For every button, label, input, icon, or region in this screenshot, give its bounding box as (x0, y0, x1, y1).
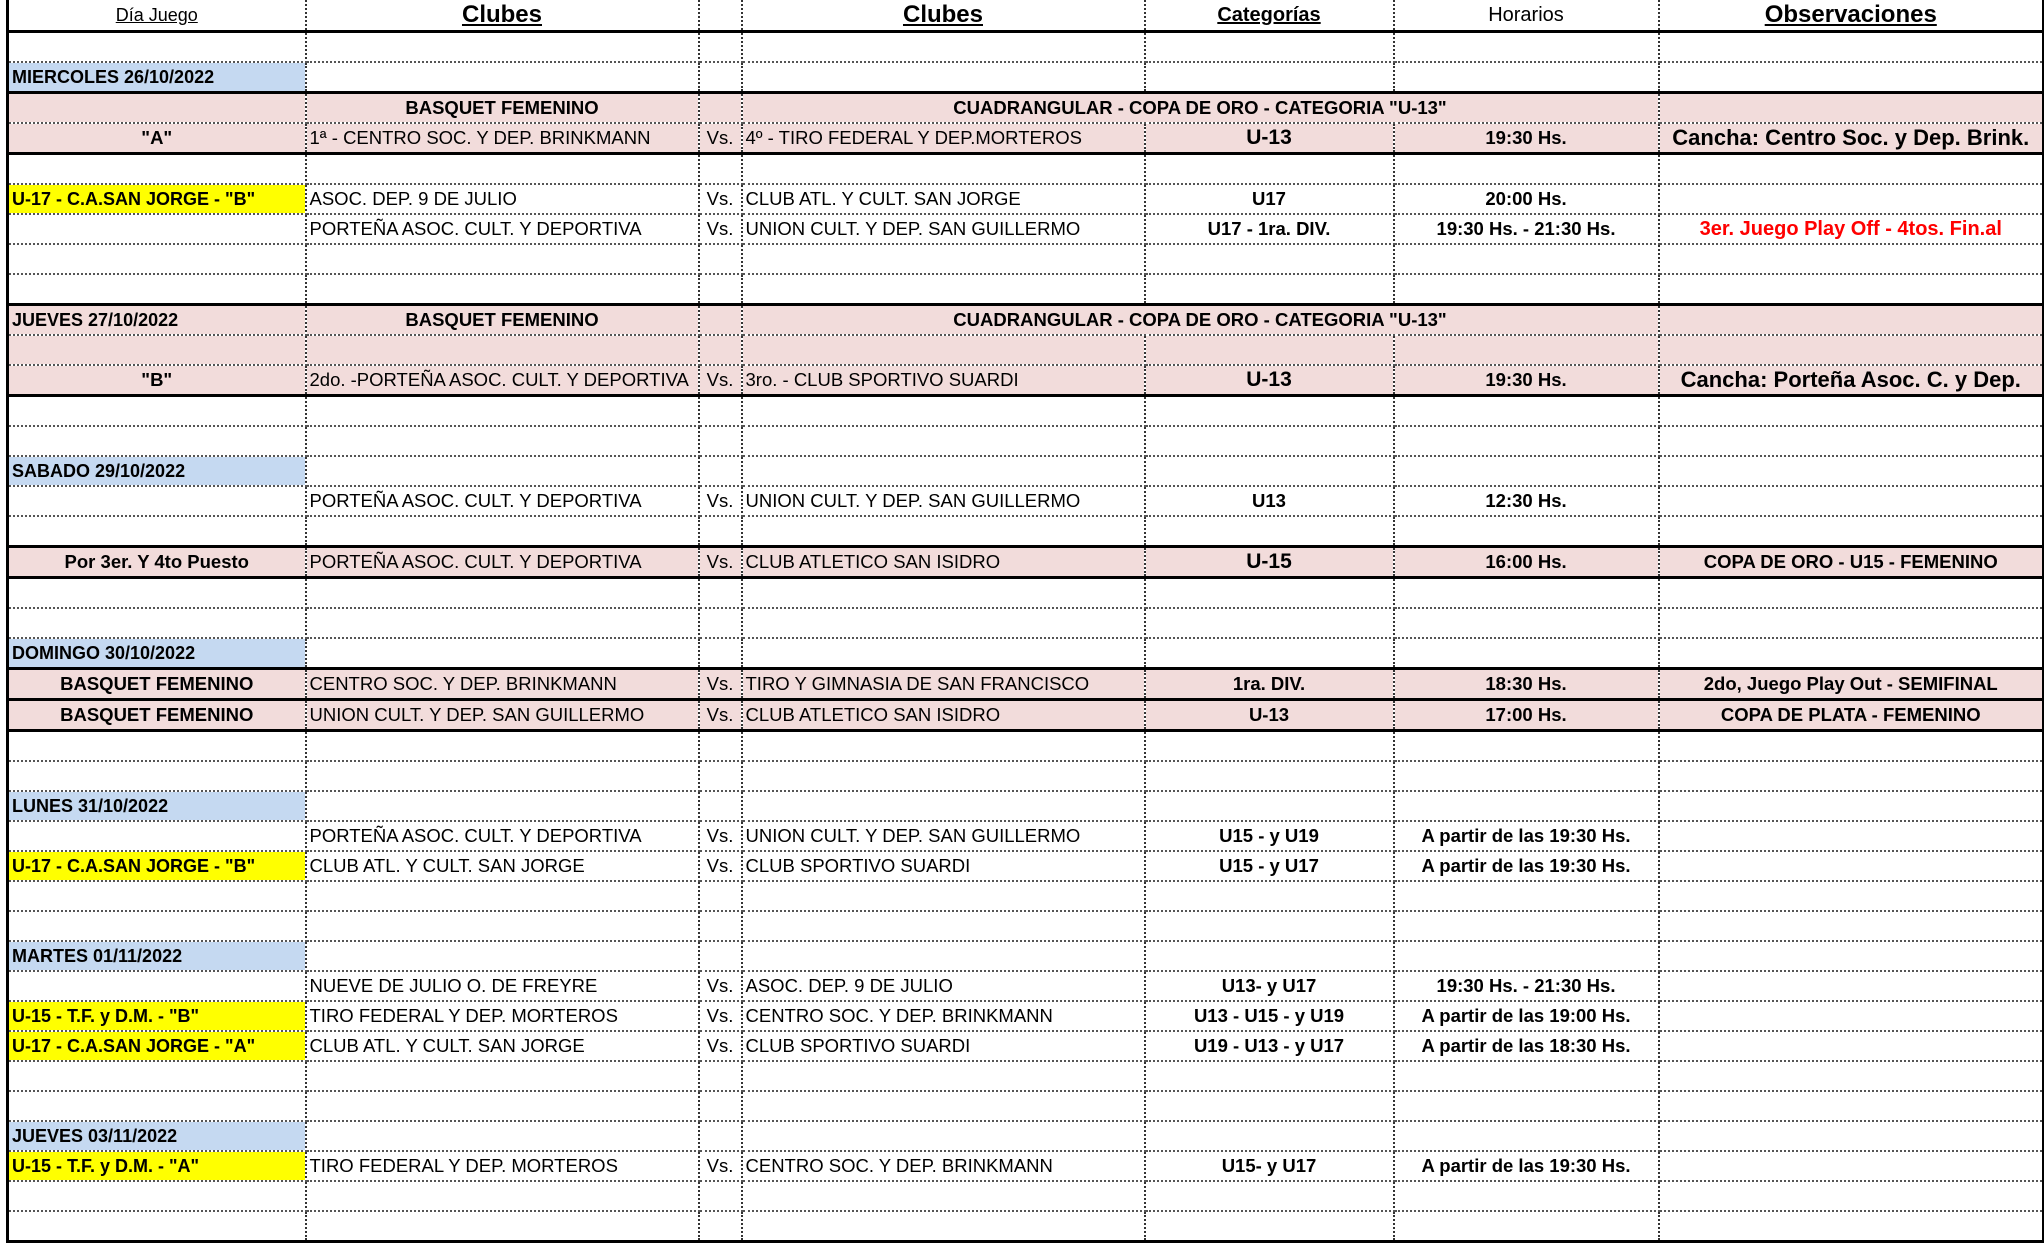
team-label: U-15 - T.F. y D.M. - "A" (8, 1151, 306, 1181)
header-row (8, 0, 2044, 32)
time: 16:00 Hs. (1394, 547, 1659, 578)
category: U19 - U13 - y U17 (1145, 1031, 1394, 1061)
category: U-13 (1145, 700, 1394, 731)
category: U17 (1145, 184, 1394, 214)
date-cell: MARTES 01/11/2022 (8, 941, 306, 971)
date-row (8, 456, 2044, 486)
away-club: UNION CULT. Y DEP. SAN GUILLERMO (742, 486, 1145, 516)
match-row (8, 669, 2044, 700)
category: U-15 (1145, 547, 1394, 578)
team-label: U-15 - T.F. y D.M. - "B" (8, 1001, 306, 1031)
blank-row (8, 608, 2044, 638)
observation: 3er. Juego Play Off - 4tos. Fin.al (1659, 214, 2044, 244)
blank-row (8, 244, 2044, 274)
category: U15- y U17 (1145, 1151, 1394, 1181)
home-club: 2do. -PORTEÑA ASOC. CULT. Y DEPORTIVA (306, 365, 699, 396)
category: 1ra. DIV. (1145, 669, 1394, 700)
date-row (8, 305, 2044, 336)
vs-label: Vs. (699, 1001, 742, 1031)
time: 17:00 Hs. (1394, 700, 1659, 731)
vs-label: Vs. (699, 669, 742, 700)
time: 19:30 Hs. (1394, 123, 1659, 154)
blank-row (8, 154, 2044, 185)
date-row (8, 638, 2044, 669)
away-club: 3ro. - CLUB SPORTIVO SUARDI (742, 365, 1145, 396)
time: 19:30 Hs. - 21:30 Hs. (1394, 214, 1659, 244)
away-club: CLUB ATL. Y CULT. SAN JORGE (742, 184, 1145, 214)
category: U15 - y U19 (1145, 821, 1394, 851)
away-club: TIRO Y GIMNASIA DE SAN FRANCISCO (742, 669, 1145, 700)
category: U-13 (1145, 123, 1394, 154)
vs-label: Vs. (699, 700, 742, 731)
match-row (8, 1031, 2044, 1061)
blank-row (8, 881, 2044, 911)
blank-row (8, 1181, 2044, 1211)
basquet-femenino-label: BASQUET FEMENINO (306, 305, 699, 336)
group-label: "B" (8, 365, 306, 396)
date-cell: DOMINGO 30/10/2022 (8, 638, 306, 669)
home-club: TIRO FEDERAL Y DEP. MORTEROS (306, 1151, 699, 1181)
blank-row (8, 1091, 2044, 1121)
header-clubes-local: Clubes (306, 0, 699, 32)
category: U15 - y U17 (1145, 851, 1394, 881)
away-club: CENTRO SOC. Y DEP. BRINKMANN (742, 1001, 1145, 1031)
home-club: CLUB ATL. Y CULT. SAN JORGE (306, 851, 699, 881)
time: A partir de las 19:00 Hs. (1394, 1001, 1659, 1031)
match-row (8, 821, 2044, 851)
vs-label: Vs. (699, 184, 742, 214)
match-row (8, 214, 2044, 244)
blank-row (8, 578, 2044, 609)
vs-label: Vs. (699, 214, 742, 244)
match-row (8, 184, 2044, 214)
home-club: PORTEÑA ASOC. CULT. Y DEPORTIVA (306, 821, 699, 851)
away-club: CLUB SPORTIVO SUARDI (742, 1031, 1145, 1061)
blank-row (8, 731, 2044, 762)
match-row (8, 1001, 2044, 1031)
home-club: TIRO FEDERAL Y DEP. MORTEROS (306, 1001, 699, 1031)
time: A partir de las 18:30 Hs. (1394, 1031, 1659, 1061)
schedule-table (6, 0, 2044, 1243)
date-cell: JUEVES 27/10/2022 (8, 305, 306, 336)
away-club: UNION CULT. Y DEP. SAN GUILLERMO (742, 214, 1145, 244)
match-row (8, 123, 2044, 154)
time: 19:30 Hs. - 21:30 Hs. (1394, 971, 1659, 1001)
blank-row (8, 1211, 2044, 1242)
cuadrangular-label: CUADRANGULAR - COPA DE ORO - CATEGORIA "U-13" (742, 93, 1659, 124)
vs-label: Vs. (699, 365, 742, 396)
time: A partir de las 19:30 Hs. (1394, 851, 1659, 881)
date-cell: MIERCOLES 26/10/2022 (8, 62, 306, 93)
match-row (8, 700, 2044, 731)
team-label: U-17 - C.A.SAN JORGE - "B" (8, 851, 306, 881)
blank-row (8, 274, 2044, 305)
observation: Cancha: Porteña Asoc. C. y Dep. (1659, 365, 2044, 396)
time: 19:30 Hs. (1394, 365, 1659, 396)
blank-row (8, 426, 2044, 456)
vs-label: Vs. (699, 547, 742, 578)
category: U13- y U17 (1145, 971, 1394, 1001)
away-club: ASOC. DEP. 9 DE JULIO (742, 971, 1145, 1001)
blank-row (8, 516, 2044, 547)
date-row (8, 1121, 2044, 1151)
home-club: CLUB ATL. Y CULT. SAN JORGE (306, 1031, 699, 1061)
header-dia-juego: Día Juego (8, 0, 306, 32)
blank-row (8, 335, 2044, 365)
group-label: "A" (8, 123, 306, 154)
match-label: BASQUET FEMENINO (8, 700, 306, 731)
date-row (8, 62, 2044, 93)
date-row (8, 791, 2044, 821)
blank-row (8, 32, 2044, 63)
group-header-row (8, 93, 2044, 124)
date-row (8, 941, 2044, 971)
vs-label: Vs. (699, 851, 742, 881)
time: 18:30 Hs. (1394, 669, 1659, 700)
header-horarios: Horarios (1394, 0, 1659, 32)
cuadrangular-label: CUADRANGULAR - COPA DE ORO - CATEGORIA "U-13" (742, 305, 1659, 336)
home-club: PORTEÑA ASOC. CULT. Y DEPORTIVA (306, 214, 699, 244)
basquet-femenino-label: BASQUET FEMENINO (306, 93, 699, 124)
match-label: BASQUET FEMENINO (8, 669, 306, 700)
vs-label: Vs. (699, 486, 742, 516)
home-club: UNION CULT. Y DEP. SAN GUILLERMO (306, 700, 699, 731)
category: U-13 (1145, 365, 1394, 396)
match-row (8, 365, 2044, 396)
match-row (8, 971, 2044, 1001)
time: A partir de las 19:30 Hs. (1394, 1151, 1659, 1181)
category: U13 (1145, 486, 1394, 516)
away-club: CLUB ATLETICO SAN ISIDRO (742, 547, 1145, 578)
home-club: NUEVE DE JULIO O. DE FREYRE (306, 971, 699, 1001)
vs-label: Vs. (699, 1031, 742, 1061)
team-label: U-17 - C.A.SAN JORGE - "B" (8, 184, 306, 214)
blank-row (8, 911, 2044, 941)
category: U17 - 1ra. DIV. (1145, 214, 1394, 244)
vs-label: Vs. (699, 1151, 742, 1181)
date-cell: LUNES 31/10/2022 (8, 791, 306, 821)
vs-label: Vs. (699, 821, 742, 851)
blank-row (8, 396, 2044, 427)
date-cell: SABADO 29/10/2022 (8, 456, 306, 486)
header-vs-blank (699, 0, 742, 32)
away-club: CLUB SPORTIVO SUARDI (742, 851, 1145, 881)
match-row (8, 547, 2044, 578)
observation: COPA DE PLATA - FEMENINO (1659, 700, 2044, 731)
time: 12:30 Hs. (1394, 486, 1659, 516)
home-club: ASOC. DEP. 9 DE JULIO (306, 184, 699, 214)
away-club: CENTRO SOC. Y DEP. BRINKMANN (742, 1151, 1145, 1181)
blank-row (8, 1061, 2044, 1091)
header-clubes-visitante: Clubes (742, 0, 1145, 32)
home-club: 1ª - CENTRO SOC. Y DEP. BRINKMANN (306, 123, 699, 154)
vs-label: Vs. (699, 123, 742, 154)
match-row (8, 1151, 2044, 1181)
category: U13 - U15 - y U19 (1145, 1001, 1394, 1031)
home-club: CENTRO SOC. Y DEP. BRINKMANN (306, 669, 699, 700)
away-club: 4º - TIRO FEDERAL Y DEP.MORTEROS (742, 123, 1145, 154)
vs-label: Vs. (699, 971, 742, 1001)
schedule-sheet (6, 0, 2042, 1243)
observation: Cancha: Centro Soc. y Dep. Brink. (1659, 123, 2044, 154)
header-observaciones: Observaciones (1659, 0, 2044, 32)
away-club: CLUB ATLETICO SAN ISIDRO (742, 700, 1145, 731)
away-club: UNION CULT. Y DEP. SAN GUILLERMO (742, 821, 1145, 851)
blank-row (8, 761, 2044, 791)
date-cell: JUEVES 03/11/2022 (8, 1121, 306, 1151)
match-label: Por 3er. Y 4to Puesto (8, 547, 306, 578)
match-row (8, 851, 2044, 881)
home-club: PORTEÑA ASOC. CULT. Y DEPORTIVA (306, 486, 699, 516)
observation: COPA DE ORO - U15 - FEMENINO (1659, 547, 2044, 578)
team-label: U-17 - C.A.SAN JORGE - "A" (8, 1031, 306, 1061)
time: 20:00 Hs. (1394, 184, 1659, 214)
home-club: PORTEÑA ASOC. CULT. Y DEPORTIVA (306, 547, 699, 578)
time: A partir de las 19:30 Hs. (1394, 821, 1659, 851)
header-categorias: Categorías (1145, 0, 1394, 32)
observation: 2do, Juego Play Out - SEMIFINAL (1659, 669, 2044, 700)
match-row (8, 486, 2044, 516)
